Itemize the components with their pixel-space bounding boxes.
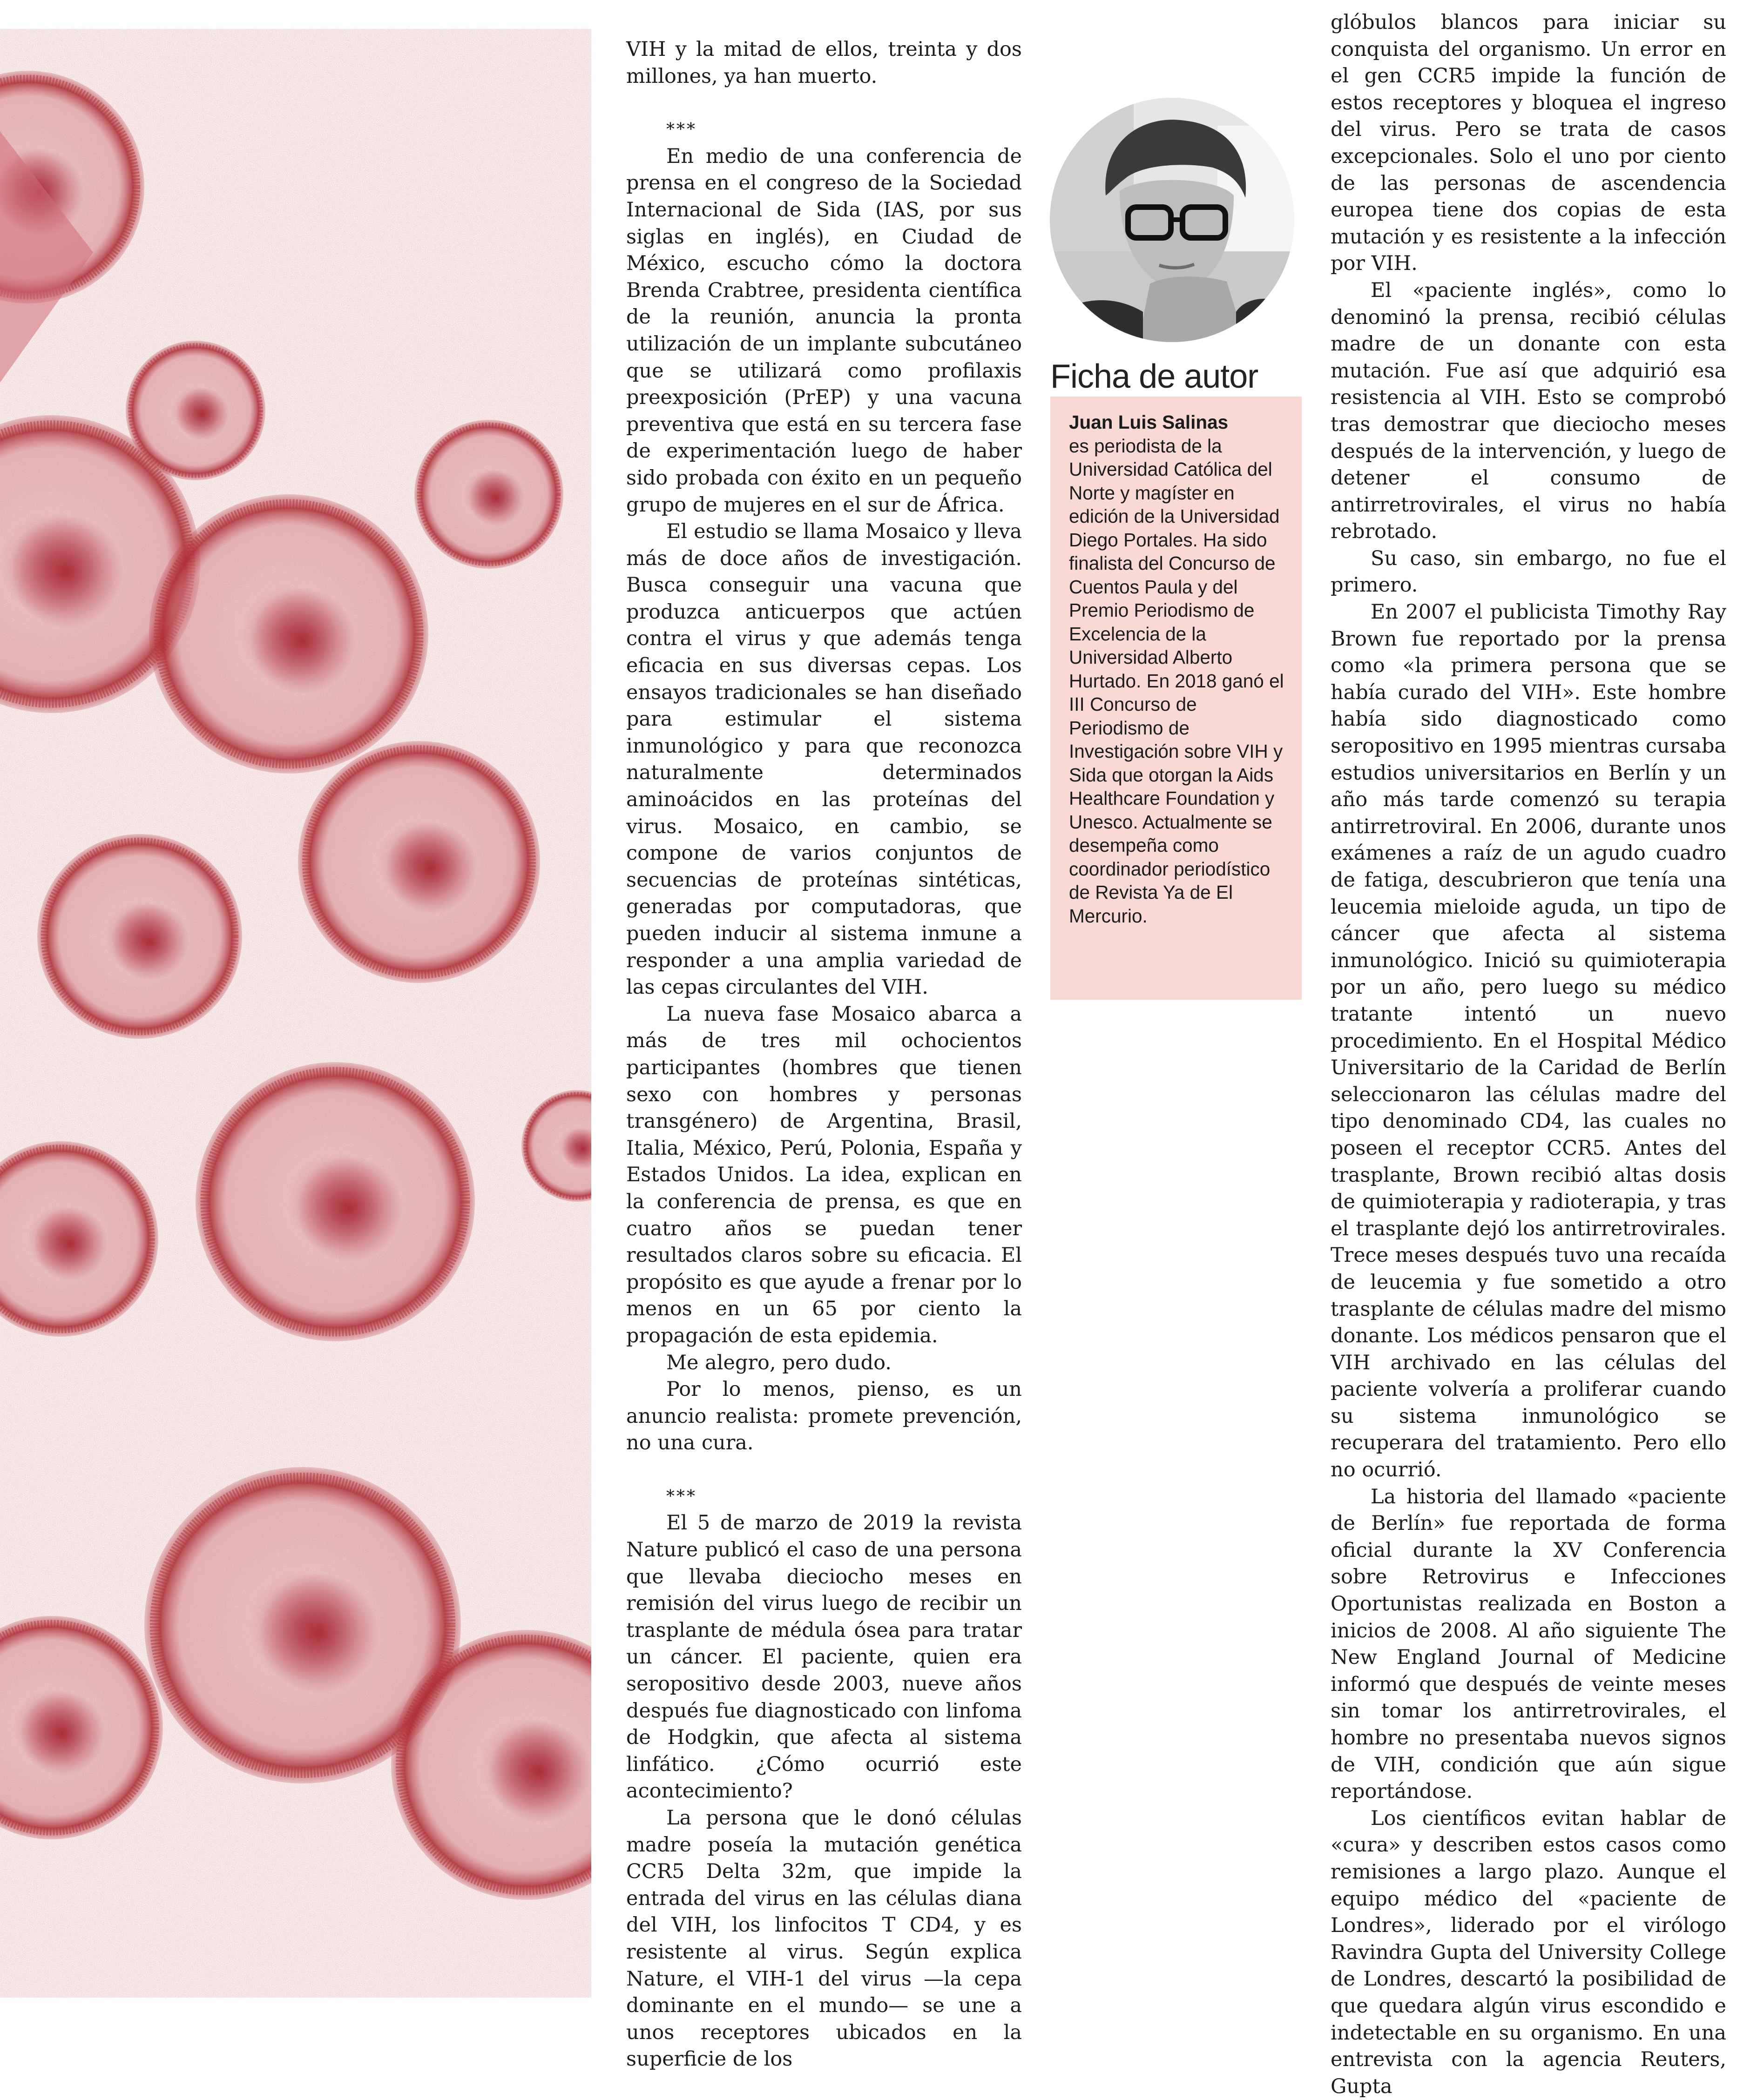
paragraph: En medio de una conferencia de prensa en el congreso de la Sociedad Internacional de Sida (IAS, por sus siglas en inglés), en Ciudad de México, escucho cómo la doctora Brenda Crabtree, presidenta científica de la reunión, anuncia la pronta utilización de un implante subcutáneo que se utilizará como profilaxis preexposición (PrEP) y una vacuna preventiva que está en su tercera fase de experimentación luego de haber sido probada con éxito en un pequeño grupo de mujeres en el sur de África. xyxy=(626,144,1022,517)
paragraph: El 5 de marzo de 2019 la revista Nature publicó el caso de una persona que llevaba dieciocho meses en remisión del virus luego de recibir un trasplante de médula ósea para tratar un cáncer. El paciente, quien era seropositivo desde 2003, nueve años después fue diagnosticado con linfoma de Hodgkin, que afecta al sistema linfático. ¿Cómo ocurrió este acontecimiento? xyxy=(626,1511,1022,1803)
author-card-title: Ficha de autor xyxy=(1050,358,1258,395)
section-separator: *** xyxy=(666,120,697,140)
micrograph-grain xyxy=(0,29,591,1998)
section-separator: *** xyxy=(666,1487,697,1506)
paragraph: VIH y la mitad de ellos, treinta y dos millones, ya han muerto. xyxy=(626,38,1022,88)
paragraph: La nueva fase Mosaico abarca a más de tres mil ochocientos participantes (hombres que tienen sexo con hombres y personas transgénero) de Argentina, Brasil, Italia, México, Perú, Polonia, España y Estados Unidos. La idea, explican en la conferencia de prensa, es que en cuatro años se puedan tener resultados claros sobre su eficacia. El propósito es que ayude a frenar por lo menos en un 65 por ciento la propagación de esta epidemia. xyxy=(626,1002,1022,1347)
paragraph: La persona que le donó células madre poseía la mutación genética CCR5 Delta 32m, que impide la entrada del virus en las células diana del VIH, los linfocitos T CD4, y es resistente al virus. Según explica Nature, el VIH-1 del virus —la cepa dominante en el mundo— se une a unos receptores ubicados en la superficie de los xyxy=(626,1806,1022,2071)
author-portrait xyxy=(1050,98,1294,342)
paragraph: El «paciente inglés», como lo denominó la prensa, recibió células madre de un donante con esta mutación. Fue así que adquirió esa resistencia al VIH. Esto se comprobó tras demostrar que dieciocho meses después de la intervención, y luego de detener el consumo de antirretrovirales, el virus no había rebrotado. xyxy=(1331,278,1726,544)
paragraph: Su caso, sin embargo, no fue el primero. xyxy=(1331,546,1726,597)
article-column-right xyxy=(1331,9,1726,2100)
paragraph: Me alegro, pero dudo. xyxy=(666,1351,892,1374)
paragraph: glóbulos blancos para iniciar su conquista del organismo. Un error en el gen CCR5 impide la función de estos receptores y bloquea el ingreso del virus. Pero se trata de casos excepcionales. Solo el uno por ciento de las personas de ascendencia europea tiene dos copias de esta mutación y es resistente a la infección por VIH. xyxy=(1331,11,1726,276)
micrograph-image xyxy=(0,29,591,1998)
paragraph: Los científicos evitan hablar de «cura» y describen estos casos como remisiones a largo plazo. Aunque el equipo médico del «paciente de Londres», liderado por el virólogo Ravindra Gupta del University College de Londres, descartó la posibilidad de que quedara algún virus escondido e indetectable en su organismo. En una entrevista con la agencia Reuters, Gupta xyxy=(1331,1806,1726,2098)
paragraph: La historia del llamado «paciente de Berlín» fue reportada de forma oficial durante la XV Conferencia sobre Retrovirus e Infecciones Oportunistas realizada en Boston a inicios de 2008. Al año siguiente The New England Journal of Medicine informó que después de veinte meses sin tomar los antirretrovirales, el hombre no presentaba nuevos signos de VIH, condición que aún sigue reportándose. xyxy=(1331,1485,1726,1804)
author-name: Juan Luis Salinas xyxy=(1069,411,1229,433)
author-card xyxy=(1050,397,1302,1000)
author-photo-illustration xyxy=(1050,98,1294,342)
paragraph: Por lo menos, pienso, es un anuncio realista: promete prevención, no una cura. xyxy=(626,1378,1022,1455)
paragraph: En 2007 el publicista Timothy Ray Brown fue reportado por la prensa como «la primera persona que se había curado del VIH». Este hombre había sido diagnosticado como seropositivo en 1995 mientras cursaba estudios universitarios en Berlín y un año más tarde comenzó su terapia antirretroviral. En 2006, durante unos exámenes a raíz de un agudo cuadro de fatiga, descubrieron que tenía una leucemia mieloide aguda, un tipo de cáncer que afecta al sistema inmunológico. Inició su quimioterapia por un año, pero luego su médico tratante intentó un nuevo procedimiento. En el Hospital Médico Universitario de la Caridad de Berlín seleccionaron las células madre del tipo denominado CD4, las cuales no poseen el receptor CCR5. Antes del trasplante, Brown recibió altas dosis de quimioterapia y radioterapia, y tras el trasplante dejó los antirretrovirales. Trece meses después tuvo una recaída de leucemia y fue sometido a otro trasplante de células madre del mismo donante. Los médicos pensaron que el VIH archivado en las células del paciente volvería a proliferar cuando su sistema inmunológico se recuperara del tratamiento. Pero ello no ocurrió. xyxy=(1331,600,1726,1482)
hiv-micrograph xyxy=(0,29,591,1998)
author-bio: es periodista de la Universidad Católica del Norte y magíster en edición de la Universidad Diego Portales. Ha sido finalista del Concurso de Cuentos Paula y del Premio Periodismo de Excelencia de la Universidad Alberto Hurtado. En 2018 ganó el III Concurso de Periodismo de Investigación sobre VIH y Sida que otorgan la Aids Healthcare Foundation y Unesco. Actualmente se desempeña como coordinador periodístico de Revista Ya de El Mercurio. xyxy=(1069,435,1284,927)
article-column-middle xyxy=(626,36,1022,2073)
paragraph: El estudio se llama Mosaico y lleva más de doce años de investigación. Busca conseguir una vacuna que produzca anticuerpos que actúen contra el virus y que además tenga eficacia en sus diversas cepas. Los ensayos tradicionales se han diseñado para estimular el sistema inmunológico y para que reconozca naturalmente determinados aminoácidos en las proteínas del virus. Mosaico, en cambio, se compone de varios conjuntos de secuencias de proteínas sintéticas, generadas por computadoras, que pueden inducir al sistema inmune a responder a una amplia variedad de las cepas circulantes del VIH. xyxy=(626,520,1022,999)
